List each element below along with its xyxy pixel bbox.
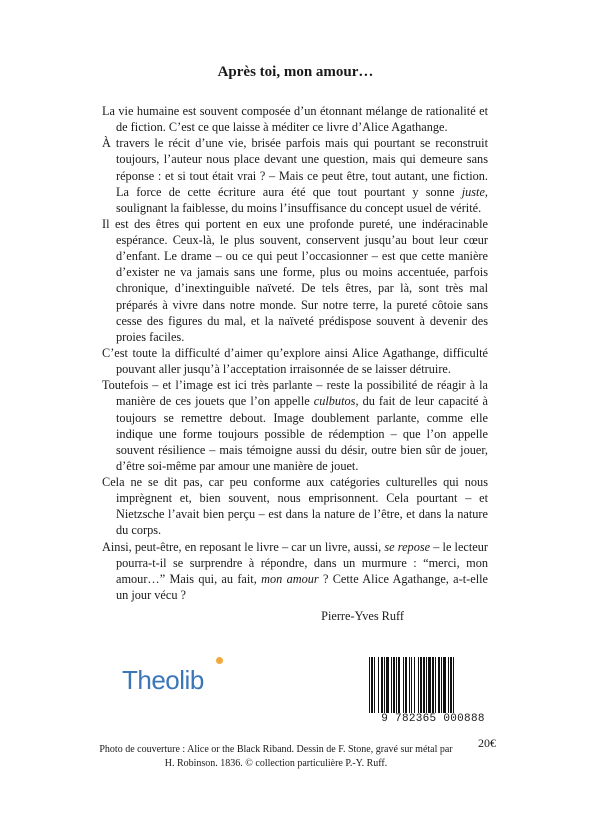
italic-word: mon amour: [261, 571, 319, 586]
author-signature: Pierre-Yves Ruff: [321, 609, 404, 624]
paragraph-5: [102, 377, 488, 474]
barcode-bar: [391, 657, 392, 713]
barcode-bar: [409, 657, 410, 713]
paragraph-text: – le lecteur pourra-t-il se surprendre à répondre, dans un murmure : “merci, mon amour…” Mais qui, au fait,: [116, 539, 488, 586]
paragraph-text: Toutefois – et l’image est ici très parlante – reste la possibilité de réagir à la manière de ces jouets que l’on appelle: [102, 378, 488, 409]
barcode-bar: [441, 657, 442, 713]
barcode-bar: [418, 657, 419, 713]
paragraph-text: Cela ne se dit pas, car peu conforme aux catégories culturelles qui nous imprègnent et, bien souvent, nous emprisonnent. Cela pourtant – et Nietzsche l’avait bien perçu – est dans la nature de l’être, et dans la nature du corps.: [102, 475, 488, 538]
paragraph-2: [102, 135, 488, 215]
isbn-number: 9 782365 000888: [381, 713, 485, 725]
barcode-bar: [411, 657, 412, 713]
barcode-bar: [398, 657, 400, 713]
paragraph-text: Il est des êtres qui portent en eux une profonde pureté, une indéracinable espérance. Ceux-là, le plus souvent, conservent jusqu’au bout leur cœur d’enfant. Le drame – ou ce qui peut l’occasionner – est que cette manière d’exister ne va jamais sans une forme, plus ou moins accentuée, parfois chronique, d’inextinguible naïveté. De tels êtres, par là, sont très mal préparés à vivre dans notre monde. Sur notre terre, la pureté côtoie sans cesse des figures du mal, et la naïveté prédispose souvent à devenir des proies faciles.: [102, 217, 488, 344]
italic-word: se repose: [384, 539, 431, 554]
barcode-bar: [396, 657, 397, 713]
italic-word: culbutos: [313, 394, 356, 409]
paragraph-text: La vie humaine est souvent composée d’un étonnant mélange de rationalité et de fiction. C’est ce que laisse à méditer ce livre d’Alice Agathange.: [102, 104, 488, 135]
barcode-bar: [443, 657, 446, 713]
barcode-bar: [405, 657, 407, 713]
logo-dot-icon: [216, 657, 223, 664]
barcode-bar: [448, 657, 449, 713]
barcode-bar: [414, 657, 415, 713]
barcode-bar: [378, 657, 379, 713]
barcode-bar: [435, 657, 436, 713]
paragraph-7: [102, 539, 488, 603]
barcode-bar: [393, 657, 395, 713]
paragraph-text: À travers le récit d’une vie, brisée parfois mais qui pourtant se reconstruit toujours, l’auteur nous place devant une question, mais qui demeure sans réponse : et si tout était vrai ? – Mais ce peut être, tout autant, une fiction. La force de cette écriture aura été que tout pourtant y sonne: [102, 136, 488, 199]
barcode-bar: [453, 657, 454, 713]
price-label: 20€: [478, 736, 496, 750]
barcode-bar: [371, 657, 373, 713]
barcode-bar: [369, 657, 370, 713]
barcode-bar: [386, 657, 389, 713]
barcode-bar: [432, 657, 434, 713]
publisher-logo: [116, 655, 226, 707]
paragraph-text: , soulignant la faiblesse, du moins l’insuffisance du concept usuel de vérité.: [116, 184, 488, 215]
paragraph-text: C’est toute la difficulté d’aimer qu’explore ainsi Alice Agathange, difficulté pouvant aller jusqu’à l’acceptation irraisonnée de se laisser détruire.: [102, 345, 488, 377]
isbn-barcode: [368, 657, 498, 729]
barcode-bar: [450, 657, 452, 713]
barcode-bar: [381, 657, 383, 713]
barcode-bar: [426, 657, 427, 713]
paragraph-3: [102, 216, 488, 345]
paragraph-text: ? Cette Alice Agathange, a-t-elle un jour vécu ?: [116, 571, 488, 602]
barcode-bar: [420, 657, 422, 713]
barcode-icon: [368, 657, 498, 713]
paragraph-6: [102, 474, 488, 538]
back-cover-text: [102, 103, 488, 624]
barcode-bar: [374, 657, 375, 713]
barcode-bar: [438, 657, 440, 713]
italic-word: juste: [461, 184, 485, 199]
book-title: Après toi, mon amour…: [217, 64, 374, 80]
publisher-name: Theolib: [122, 665, 204, 695]
paragraph-1: [102, 103, 488, 135]
paragraph-text: Ainsi, peut-être, en reposant le livre – car un livre, aussi,: [102, 539, 385, 554]
barcode-bar: [384, 657, 385, 713]
cover-photo-credit: Photo de couverture : Alice or the Black Riband. Dessin de F. Stone, gravé sur métal par H. Robinson. 1836. © collection particulière P.-Y. Ruff.: [99, 744, 453, 769]
barcode-bar: [428, 657, 431, 713]
paragraph-text: , du fait de leur capacité à toujours se remettre debout. Image doublement parlante, comme elle indique une forme toujours possible de rédemption – que l’on appelle souvent résilience – mais témoigne aussi du désir, outre bien sûr de jouer, d’être soi-même par amour une manière de jouet.: [116, 394, 488, 473]
barcode-bar: [403, 657, 404, 713]
paragraph-4: [102, 345, 488, 377]
barcode-bar: [423, 657, 425, 713]
